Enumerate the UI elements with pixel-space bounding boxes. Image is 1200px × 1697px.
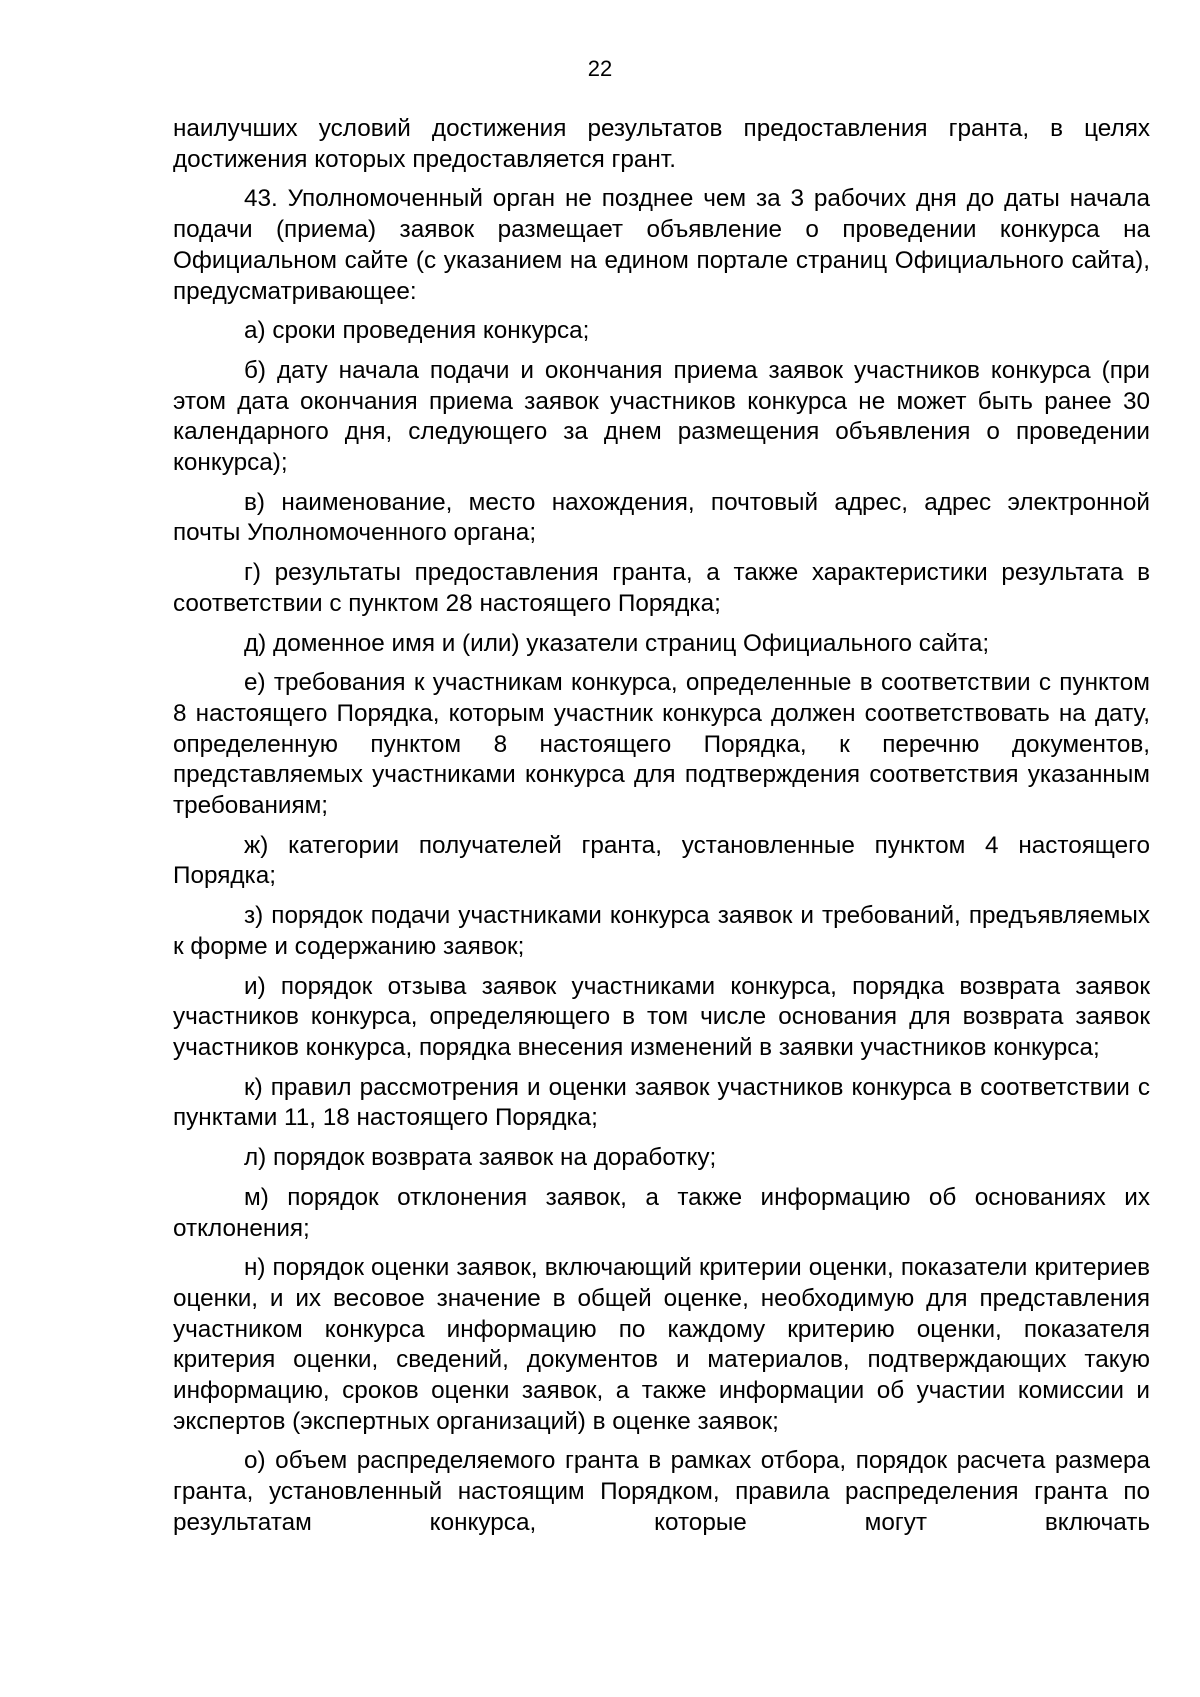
list-item-d: д) доменное имя и (или) указатели страниц Официального сайта; xyxy=(244,629,990,657)
list-item-zh: ж) категории получателей гранта, установленные пунктом 4 настоящего Порядка; xyxy=(173,831,1150,890)
document-body xyxy=(173,114,1150,1548)
list-item-z: з) порядок подачи участниками конкурса заявок и требований, предъявляемых к форме и содержанию заявок; xyxy=(173,902,1150,960)
list-item-v: в) наименование, место нахождения, почтовый адрес, адрес электронной почты Уполномоченного органа; xyxy=(173,488,1150,547)
list-item-b: б) дату начала подачи и окончания приема заявок участников конкурса (при этом дата окончания приема заявок участников конкурса не может быть ранее 30 календарного дня, следующего за днем размещения объявления о проведении конкурса); xyxy=(173,356,1150,477)
page-number: 22 xyxy=(587,56,613,81)
list-item-i: и) порядок отзыва заявок участниками конкурса, порядка возврата заявок участников конкурса, определяющего в том числе основания для возврата заявок участников конкурса, порядка внесения изменений в заявки участников конкурса; xyxy=(173,972,1150,1061)
list-item-l: л) порядок возврата заявок на доработку; xyxy=(244,1144,717,1172)
list-item-k: к) правил рассмотрения и оценки заявок участников конкурса в соответствии с пунктами 11, 18 настоящего Порядка; xyxy=(173,1073,1150,1132)
paragraph-clause-43: 43. Уполномоченный орган не позднее чем за 3 рабочих дня до даты начала подачи (приема) заявок размещает объявление о проведении конкурса на Официальном сайте (с указанием на едином портале страниц Официального сайта), предусматривающее: xyxy=(173,185,1150,305)
paragraph-continuation: наилучших условий достижения результатов предоставления гранта, в целях достижения которых предоставляется грант. xyxy=(173,115,1150,173)
list-item-m: м) порядок отклонения заявок, а также информацию об основаниях их отклонения; xyxy=(173,1183,1150,1242)
list-item-o: о) объем распределяемого гранта в рамках отбора, порядок расчета размера гранта, установленный настоящим Порядком, правила распределения гранта по результатам конкурса, которые могут включать xyxy=(173,1447,1150,1536)
list-item-a: а) сроки проведения конкурса; xyxy=(244,317,590,345)
list-item-g: г) результаты предоставления гранта, а также характеристики результата в соответствии с пунктом 28 настоящего Порядка; xyxy=(173,559,1150,617)
list-item-n: н) порядок оценки заявок, включающий критерии оценки, показатели критериев оценки, и их весовое значение в общей оценке, необходимую для представления участником конкурса информацию по каждому критерию оценки, показателя критерия оценки, сведений, документов и материалов, подтверждающих такую информацию, сроков оценки заявок, а также информации об участии комиссии и экспертов (экспертных организаций) в оценке заявок; xyxy=(173,1254,1150,1435)
list-item-e: е) требования к участникам конкурса, определенные в соответствии с пунктом 8 настоящего Порядка, которым участник конкурса должен соответствовать на дату, определенную пунктом 8 настоящего Порядка, к перечню документов, представляемых участниками конкурса для подтверждения соответствия указанным требованиям; xyxy=(173,669,1150,820)
